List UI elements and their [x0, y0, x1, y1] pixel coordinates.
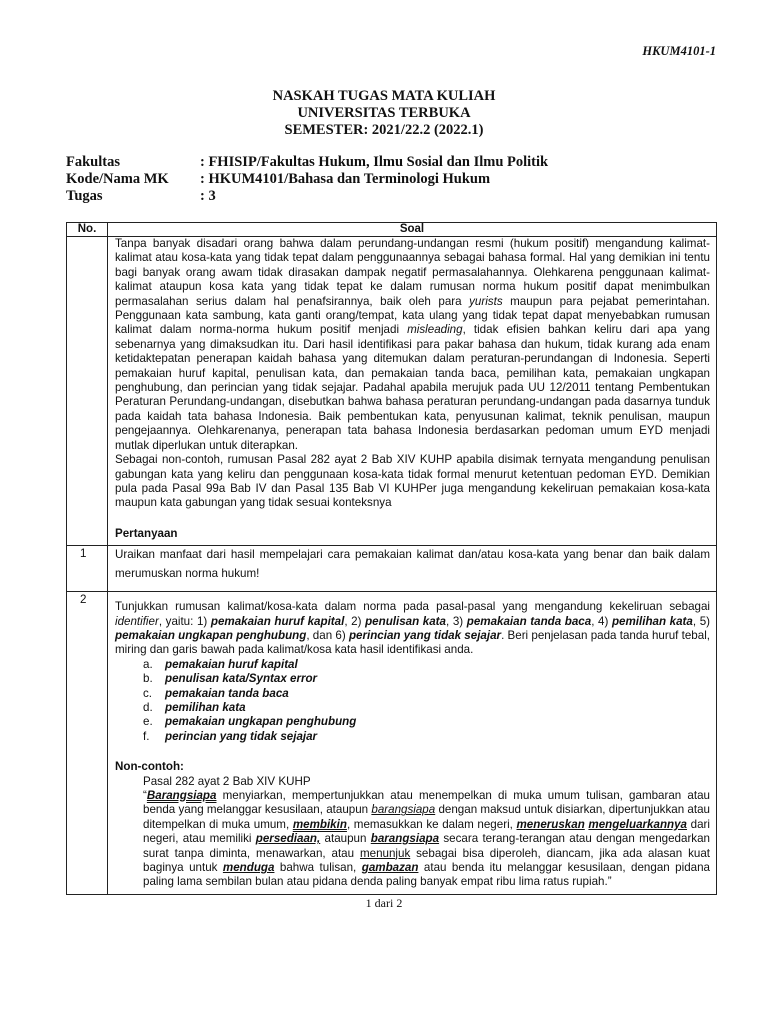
quote-marked-word: persediaan, [255, 832, 321, 846]
q2-category-2: penulisan kata [365, 614, 446, 628]
q2-text-2: , yaitu: 1) [158, 614, 211, 628]
quote-text: dari negeri, atau memiliki [143, 817, 710, 846]
quote-marked-word: meneruskan [516, 817, 585, 831]
list-item-text: penulisan kata/Syntax error [165, 672, 318, 686]
list-item [143, 701, 710, 715]
quote-text: dengan maksud untuk disiarkan, dipertunjukkan atau ditempelkan di muka umum, [143, 803, 710, 831]
intro-text-a: Tanpa banyak disadari orang bahwa dalam perundang-undangan resmi (hukum positif) mengandung kalimat-kalimat atau kosa-kata yang tidak tepat dalam penggunaannya sebagai bahasa formal. Hal yang demikian ini tentu bagi banyak orang awam tidak dirasakan dampak negatif permasalahannya. Olehkarena penggunaan kalimat-kalimat ataupun kosa kata yang tidak tepat ke dalam rumusan norma hukum positif dapat menimbulkan permasalahan serius dalam hal penafsirannya, baik oleh para [115, 237, 710, 308]
q2-text-5: , 4) [591, 614, 612, 628]
intro-term-misleading: misleading [407, 323, 463, 337]
question-text-2 [115, 600, 710, 658]
noncontoh-body [115, 775, 710, 890]
question-row-2 [67, 592, 717, 895]
quote-marked-word: barangsiapa [371, 803, 436, 817]
quote-marked-word: menduga [222, 861, 275, 875]
table-header-row [67, 223, 717, 237]
intro-cell [108, 237, 717, 546]
list-item-text: pemilihan kata [165, 700, 246, 714]
meta-fakultas-label: Fakultas [66, 154, 120, 170]
quote-marked-word: menunjuk [359, 846, 411, 860]
quote-text: , memasukkan ke dalam negeri, [346, 817, 517, 831]
question-cell-2 [108, 592, 717, 895]
list-item-letter: f. [143, 729, 150, 743]
list-item-letter: b. [143, 672, 153, 686]
document-title [0, 88, 768, 139]
question-row-1 [67, 546, 717, 592]
quote-text: atau benda itu melanggar kesusilaan, dengan pidana paling lama sembilan bulan atau pidana denda paling banyak empat ribu lima ratus rupiah.” [143, 861, 710, 889]
title-line-3: SEMESTER: 2021/22.2 (2022.1) [284, 122, 484, 138]
q2-text-4: , 3) [446, 614, 467, 628]
course-meta [66, 154, 548, 205]
meta-course [66, 171, 548, 188]
quote-text: sebagai bisa diperoleh, diancam, jika ada alasan kuat baginya untuk [143, 846, 710, 875]
question-number-1: 1 [67, 546, 108, 592]
list-item [143, 715, 710, 729]
quote-text: menyiarkan, mempertunjukkan atau menempelkan di muka umum tulisan, gambaran atau benda yang melanggar kesusilaan, ataupun [143, 789, 710, 817]
list-item-letter: e. [143, 715, 153, 729]
pasal-quote [143, 789, 710, 890]
quote-text: ataupun [320, 832, 371, 846]
list-item-text: pemakaian tanda baca [165, 686, 289, 700]
pertanyaan-heading: Pertanyaan [115, 526, 178, 540]
intro-paragraph-2: Sebagai non-contoh, rumusan Pasal 282 ayat 2 Bab XIV KUHP apabila disimak ternyata mengandung penulisan gabungan kata yang keliru dan penggunaan kosa-kata tidak formal menurut ketentuan pedoman EYD. Demikian pula pada Pasal 99a Bab IV dan Pasal 135 Bab VI KUHPer juga mengandung kekeliruan pemakaian kosa-kata maupun kata gabungan yang tidak sesuai konteksnya [115, 453, 710, 510]
list-item-letter: a. [143, 657, 153, 671]
intro-text-c: , tidak efisien bahkan keliru dari apa yang sebenarnya yang dimaksudkan itu. Dari hasil identifikasi para pakar bahasa dan hukum, tidak kurang ada enam ketidaktepatan penerapan kaidah bahasa yang ditemukan dalam peraturan-perundangan di Indonesia. Seperti pemakaian huruf kapital, penulisan kata, dan pemakaian tanda baca, pemilihan kata, pemakaian ungkapan penghubung, dan perincian yang tidak sejajar. Padahal apabila merujuk pada UU 12/2011 tentang Pembentukan Peraturan Perundang-undangan, disebutkan bahwa bahasa peraturan perundang-undangan pada dasarnya tunduk pada kaidah tata bahasa Indonesia. Baik pembentukan kata, penyusunan kalimat, teknik penulisan, maupun pengejaannya. Olehkarenanya, penerapan tata bahasa Indonesia berdasarkan pedoman umum EYD menjadi mutlak diperlukan untuk diterapkan. [115, 323, 710, 452]
meta-fakultas-value: : FHISIP/Fakultas Hukum, Ilmu Sosial dan Ilmu Politik [200, 154, 549, 170]
quote-open: “ [143, 789, 147, 802]
question-text-1: Uraikan manfaat dari hasil mempelajari cara pemakaian kalimat dan/atau kosa-kata yang benar dan baik dalam merumuskan norma hukum! [108, 546, 717, 592]
list-item-text: pemakaian ungkapan penghubung [165, 715, 357, 729]
title-line-1: NASKAH TUGAS MATA KULIAH [272, 88, 496, 104]
q2-text-8: . Beri penjelasan pada tanda huruf tebal, miring dan garis bawah pada kalimat/kosa kata hasil identifikasi anda. [115, 628, 710, 657]
quote-marked-word: mengeluarkannya [588, 817, 688, 831]
meta-assignment-value: : 3 [200, 188, 216, 204]
q2-text-1: Tunjukkan rumusan kalimat/kosa-kata dalam norma pada pasal-pasal yang mengandung kekeliruan sebagai [115, 600, 710, 614]
category-list [115, 658, 710, 744]
quote-text: bahwa tulisan, [274, 861, 362, 875]
quote-marked-word: membikin [292, 817, 347, 831]
intro-row [67, 237, 717, 546]
column-header-no: No. [67, 223, 108, 237]
meta-fakultas [66, 154, 548, 171]
list-item [143, 687, 710, 701]
list-item [143, 672, 710, 686]
list-item [143, 658, 710, 672]
q2-text-7: , dan 6) [306, 628, 349, 642]
column-header-soal: Soal [108, 223, 717, 237]
q2-category-1: pemakaian huruf kapital [210, 614, 345, 628]
q2-text-3: , 2) [344, 614, 366, 628]
q2-term-identifier: identifier [115, 614, 159, 628]
pasal-reference: Pasal 282 ayat 2 Bab XIV KUHP [143, 774, 311, 788]
list-item-letter: c. [143, 686, 153, 700]
question-number-2: 2 [67, 592, 108, 895]
meta-assignment-label: Tugas [66, 188, 103, 204]
q2-category-6: perincian yang tidak sejajar [348, 628, 502, 642]
quote-marked-word: Barangsiapa [146, 789, 217, 802]
intro-no-cell [67, 237, 108, 546]
q2-category-4: pemilihan kata [611, 614, 693, 628]
noncontoh-heading: Non-contoh: [115, 760, 184, 774]
q2-category-5: pemakaian ungkapan penghubung [115, 628, 307, 642]
q2-category-3: pemakaian tanda baca [466, 614, 592, 628]
intro-text-b: maupun para pejabat pemerintahan. Penggunaan kata sambung, kata ganti orang/tempat, kata ulang yang tidak tepat dapat menyebabkan rumusan kalimat dalam norma-norma hukum positif menjadi [115, 294, 710, 337]
list-item-text: pemakaian huruf kapital [165, 657, 298, 671]
meta-assignment [66, 188, 548, 205]
meta-course-label: Kode/Nama MK [66, 171, 169, 187]
quote-marked-word: gambazan [361, 861, 419, 875]
question-table [66, 222, 717, 895]
quote-marked-word: barangsiapa [370, 832, 440, 846]
list-item-letter: d. [143, 700, 153, 714]
intro-term-yurists: yurists [469, 294, 503, 308]
document-code: HKUM4101-1 [642, 44, 716, 58]
page-number: 1 dari 2 [365, 896, 403, 910]
title-line-2: UNIVERSITAS TERBUKA [297, 105, 471, 121]
intro-paragraph-1 [115, 237, 710, 453]
quote-text: secara terang-terangan atau dengan mengedarkan surat tanpa diminta, menawarkan, atau [143, 832, 711, 860]
meta-course-value: : HKUM4101/Bahasa dan Terminologi Hukum [200, 171, 491, 187]
list-item [143, 730, 710, 744]
list-item-text: perincian yang tidak sejajar [165, 729, 318, 743]
q2-text-6: , 5) [692, 614, 710, 628]
